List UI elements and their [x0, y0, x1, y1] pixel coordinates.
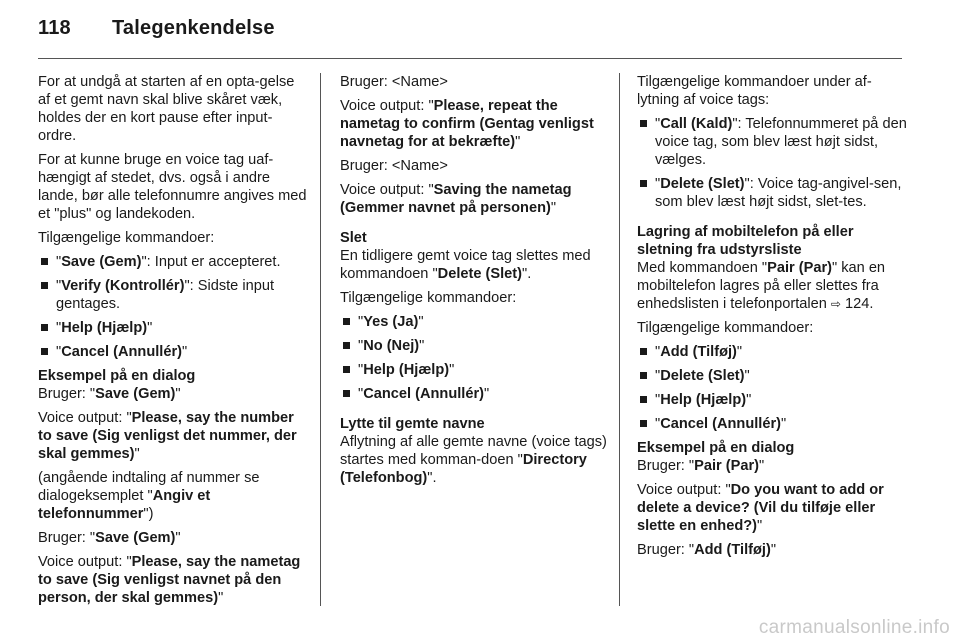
- paragraph: Bruger: <Name>: [340, 158, 448, 174]
- section-heading: Lytte til gemte navne: [340, 416, 485, 432]
- list-item: [38, 319, 310, 337]
- bullet-square-icon: [41, 348, 48, 355]
- bullet-square-icon: [640, 396, 647, 403]
- quote: ": [358, 314, 364, 330]
- command-name: Cancel (Annullér): [61, 344, 183, 360]
- quote: ": [758, 458, 765, 474]
- quote: ": [550, 200, 557, 216]
- voice-output-text: Please, say the number to save (Sig venligst det nummer, der skal gemmes): [38, 410, 297, 462]
- command-list: [637, 115, 909, 211]
- list-item: [340, 337, 612, 355]
- label: Voice output: ": [38, 410, 132, 426]
- quote: ": [515, 134, 521, 150]
- paragraph: [38, 529, 310, 547]
- list-item: [637, 367, 909, 385]
- list-item: [38, 253, 310, 271]
- bullet-square-icon: [41, 324, 48, 331]
- quote: ": [358, 386, 364, 402]
- text: En tidligere gemt voice tag slettes med kommandoen ": [340, 248, 591, 282]
- column-divider-1: [320, 73, 321, 606]
- list-item: [637, 175, 909, 211]
- list-item: [340, 361, 612, 379]
- list-item: [637, 391, 909, 409]
- bullet-square-icon: [640, 420, 647, 427]
- label: Bruger: ": [637, 542, 695, 558]
- bullet-square-icon: [640, 180, 647, 187]
- command-name: Save (Gem): [95, 386, 176, 402]
- voice-output-text: Please, repeat the nametag to confirm (Gentag venligst navnetag for at bekræfte): [340, 98, 594, 150]
- command-name: Yes (Ja): [363, 314, 419, 330]
- quote: ": [56, 344, 62, 360]
- text: "): [143, 506, 154, 522]
- command-desc: ": Voice tag-angivel-sen, som blev læst højt sidst, slet-tes.: [655, 176, 902, 210]
- quote: ": [56, 254, 62, 270]
- paragraph: Tilgængelige kommandoer under af-lytning af voice tags:: [637, 74, 872, 108]
- command-desc: ": [147, 320, 153, 336]
- voice-output-text: Please, say the nametag to save (Sig venligst navnet på den person, der skal gemmes): [38, 554, 301, 606]
- dialog-example: [38, 367, 310, 403]
- paragraph: [340, 97, 612, 151]
- paragraph: [637, 481, 909, 535]
- quote: ": [175, 386, 181, 402]
- paragraph: [340, 181, 612, 217]
- label: Voice output: ": [340, 182, 434, 198]
- voice-output-text: Do you want to add or delete a device? (Vil du tilføje eller slette en enhed?): [637, 482, 884, 534]
- text: " kan en mobiltelefon lagres på eller slettes fra enhedslisten i telefonportalen: [637, 260, 886, 312]
- list-item: [637, 115, 909, 169]
- quote: ": [484, 386, 490, 402]
- section-heading: Eksempel på en dialog: [637, 440, 795, 456]
- bullet-square-icon: [41, 258, 48, 265]
- paragraph: [38, 409, 310, 463]
- quote: ": [418, 314, 424, 330]
- command-list: [38, 253, 310, 361]
- command-name: Help (Hjælp): [363, 362, 450, 378]
- command-name: Pair (Par): [767, 260, 832, 276]
- text: ".: [427, 470, 437, 486]
- command-name: Delete (Slet): [437, 266, 523, 282]
- bullet-square-icon: [343, 366, 350, 373]
- quote: ": [358, 338, 364, 354]
- reference-title: Angiv et telefonnummer: [38, 488, 211, 522]
- page-reference-arrow-icon: ⇨: [830, 297, 841, 311]
- command-name: Cancel (Annullér): [363, 386, 485, 402]
- page-reference: 124.: [840, 296, 874, 312]
- command-name: Save (Gem): [61, 254, 142, 270]
- paragraph: Tilgængelige kommandoer:: [637, 320, 814, 336]
- label: Voice output: ": [340, 98, 434, 114]
- paragraph: For at kunne bruge en voice tag uaf-hængigt af stedet, dvs. også i andre lande, bør alle telefonnumre angives med et "plus" og landekoden.: [38, 152, 307, 222]
- bullet-square-icon: [343, 342, 350, 349]
- quote: ": [655, 368, 661, 384]
- command-name: No (Nej): [363, 338, 420, 354]
- bullet-square-icon: [343, 390, 350, 397]
- command-desc: ": Sidste input gentages.: [56, 278, 275, 312]
- quote: ": [746, 392, 752, 408]
- command-name: Verify (Kontrollér): [61, 278, 185, 294]
- quote: ": [655, 392, 661, 408]
- label: Voice output: ": [38, 554, 132, 570]
- command-name: Delete (Slet): [660, 368, 745, 384]
- quote: ": [218, 590, 224, 606]
- paragraph: [637, 541, 909, 559]
- paragraph: For at undgå at starten af en opta-gelse af et gemt navn skal blive skåret væk, holdes der en kort pause efter input-ordre.: [38, 74, 295, 144]
- label: Bruger: ": [38, 530, 96, 546]
- section-heading: Lagring af mobiltelefon på eller sletning fra udstyrsliste: [637, 224, 854, 258]
- voice-output-text: Saving the nametag (Gemmer navnet på personen): [340, 182, 572, 216]
- section-heading: Eksempel på en dialog: [38, 368, 196, 384]
- quote: ": [56, 320, 62, 336]
- bullet-square-icon: [343, 318, 350, 325]
- bullet-square-icon: [640, 348, 647, 355]
- dialog-example: [637, 439, 909, 475]
- quote: ": [175, 530, 181, 546]
- command-name: Help (Hjælp): [660, 392, 747, 408]
- quote: ": [358, 362, 364, 378]
- command-desc: ": [182, 344, 188, 360]
- page-title: Talegenkendelse: [112, 17, 275, 39]
- quote: ": [770, 542, 777, 558]
- bullet-square-icon: [640, 372, 647, 379]
- command-list: [637, 343, 909, 433]
- quote: ": [134, 446, 140, 462]
- text: Aflytning af alle gemte navne (voice tags) startes med komman-doen ": [340, 434, 607, 468]
- section-lagring: [637, 223, 909, 313]
- command-desc: ": Input er accepteret.: [141, 254, 281, 270]
- quote: ": [419, 338, 425, 354]
- label: Bruger: ": [38, 386, 96, 402]
- column-divider-2: [619, 73, 620, 606]
- list-item: [38, 277, 310, 313]
- command-name: Delete (Slet): [660, 176, 745, 192]
- command-name: Call (Kald): [660, 116, 733, 132]
- quote: ": [449, 362, 455, 378]
- section-lytte: [340, 415, 612, 487]
- command-list: [340, 313, 612, 403]
- paragraph: Tilgængelige kommandoer:: [38, 230, 215, 246]
- quote: ": [744, 368, 750, 384]
- watermark: carmanualsonline.info: [758, 617, 950, 638]
- column-3: [637, 73, 909, 565]
- quote: ": [736, 344, 743, 360]
- quote: ": [56, 278, 62, 294]
- text: (angående indtaling af nummer se dialogeksemplet ": [38, 470, 260, 504]
- label: Bruger: ": [637, 458, 695, 474]
- header-rule: [38, 58, 902, 59]
- column-1: [38, 73, 310, 613]
- list-item: [637, 415, 909, 433]
- quote: ": [655, 116, 661, 132]
- label: Voice output: ": [637, 482, 731, 498]
- command-name: Add (Tilføj): [694, 542, 771, 558]
- paragraph: Tilgængelige kommandoer:: [340, 290, 517, 306]
- text: ".: [522, 266, 532, 282]
- command-name: Save (Gem): [95, 530, 176, 546]
- command-name: Pair (Par): [694, 458, 759, 474]
- quote: ": [655, 344, 661, 360]
- command-desc: ": Telefonnummeret på den voice tag, som blev læst højt sidst, vælges.: [655, 116, 907, 168]
- list-item: [38, 343, 310, 361]
- paragraph: [38, 553, 310, 607]
- list-item: [340, 313, 612, 331]
- bullet-square-icon: [41, 282, 48, 289]
- column-2: [340, 73, 612, 493]
- quote: ": [655, 176, 661, 192]
- list-item: [637, 343, 909, 361]
- command-name: Add (Tilføj): [660, 344, 737, 360]
- text: Med kommandoen ": [637, 260, 768, 276]
- command-name: Directory (Telefonbog): [340, 452, 587, 486]
- command-name: Help (Hjælp): [61, 320, 148, 336]
- bullet-square-icon: [640, 120, 647, 127]
- section-slet: [340, 229, 612, 283]
- section-heading: Slet: [340, 230, 367, 246]
- page-header: [38, 17, 275, 40]
- page-number: 118: [38, 17, 71, 39]
- list-item: [340, 385, 612, 403]
- quote: ": [655, 416, 661, 432]
- quote: ": [757, 518, 763, 534]
- command-name: Cancel (Annullér): [660, 416, 782, 432]
- paragraph: Bruger: <Name>: [340, 74, 448, 90]
- quote: ": [781, 416, 787, 432]
- paragraph: [38, 469, 310, 523]
